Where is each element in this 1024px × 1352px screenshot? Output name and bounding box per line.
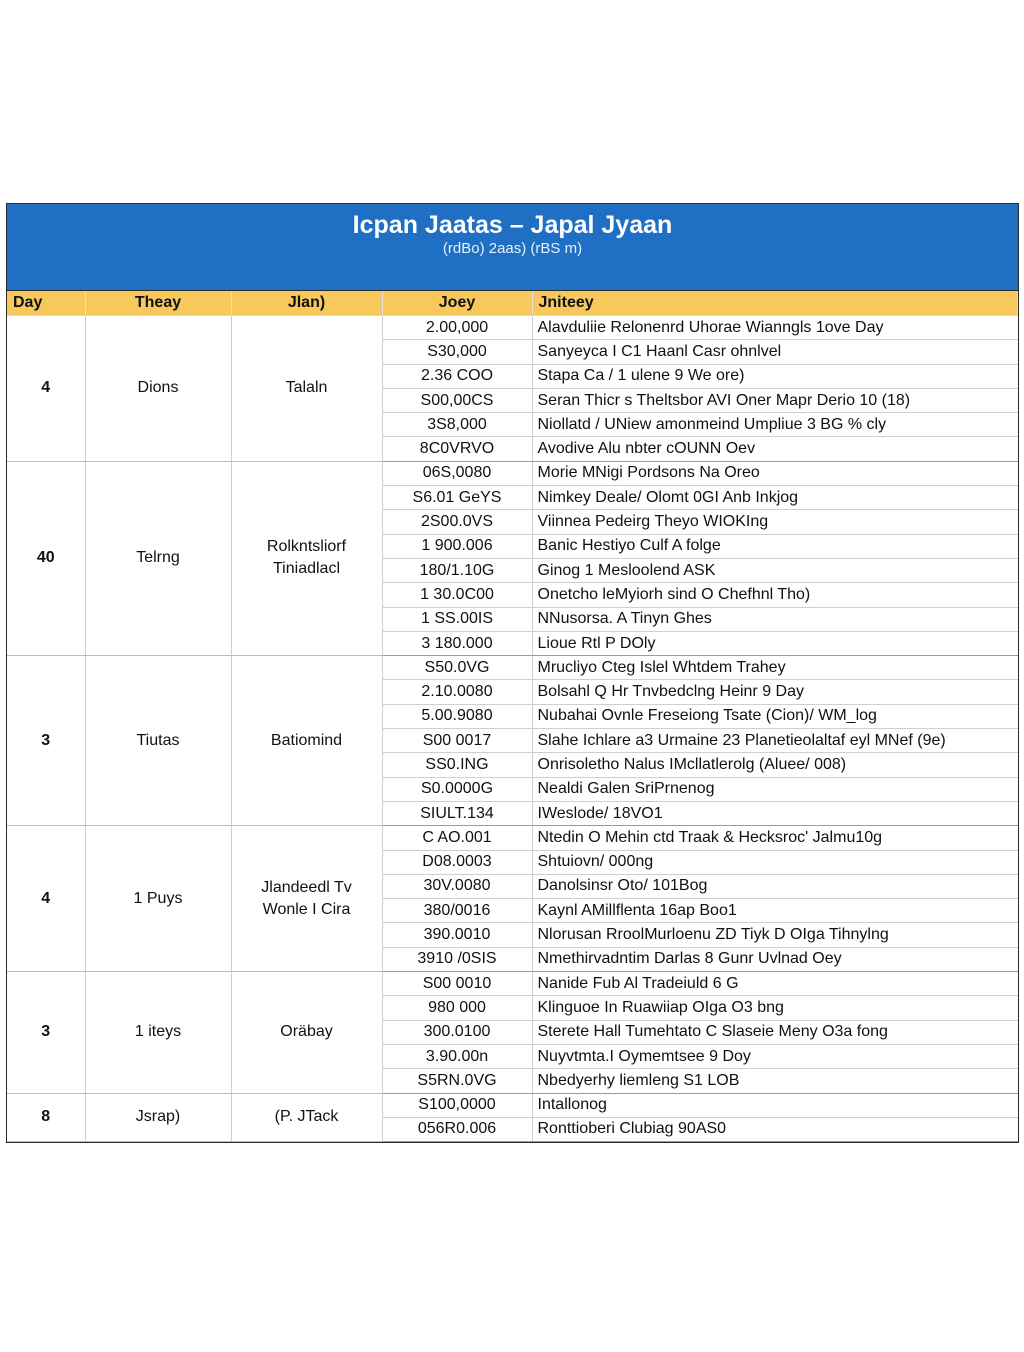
title-banner [7, 204, 1018, 291]
itinerary-cell: Ronttioberi Clubiag 90AS0 [532, 1117, 1018, 1141]
value-cell: 3 180.000 [382, 631, 532, 655]
column-header-japan: Jlan) [231, 291, 382, 316]
itinerary-cell: Nanide Fub Al Tradeiuld 6 G [532, 972, 1018, 996]
value-cell: 2.00,000 [382, 316, 532, 340]
itinerary-cell: Sanyeyca I C1 Haanl Casr ohnlvel [532, 340, 1018, 364]
itinerary-cell: Shtuiovn/ 000ng [532, 850, 1018, 874]
value-cell: 3.90.00n [382, 1044, 532, 1068]
itinerary-cell: Avodive Alu nbter cOUNN Oev [532, 437, 1018, 461]
value-cell: S30,000 [382, 340, 532, 364]
value-cell: C AO.001 [382, 826, 532, 850]
japan-cell [231, 656, 382, 826]
day-cell: 8 [7, 1093, 85, 1142]
japan-line: (P. JTack [274, 1108, 339, 1126]
itinerary-cell: Nuyvtmta.I Oymemtsee 9 Doy [532, 1044, 1018, 1068]
itinerary-cell: Kaynl AMillflenta 16ap Boo1 [532, 899, 1018, 923]
day-cell: 4 [7, 316, 85, 462]
table-row [7, 461, 1018, 485]
itinerary-cell: Nubahai Ovnle Freseiong Tsate (Cion)/ WM_log [532, 704, 1018, 728]
value-cell: S00,00CS [382, 388, 532, 412]
itinerary-cell: Niollatd / UNiew amonmeind Umpliue 3 BG % cly [532, 413, 1018, 437]
sheet-subtitle: (rdBo) 2aas) (rBS m) [442, 240, 583, 257]
itinerary-cell: Seran Thicr s Theltsbor AVI Oner Mapr Derio 10 (18) [532, 388, 1018, 412]
itinerary-table [7, 291, 1018, 1142]
itinerary-cell: Nbedyerhy liemleng S1 LOB [532, 1069, 1018, 1093]
value-cell: 056R0.006 [382, 1117, 532, 1141]
japan-line: Wonle I Cira [262, 900, 351, 918]
theme-cell: Jsrap) [85, 1093, 231, 1142]
day-cell: 3 [7, 656, 85, 826]
itinerary-cell: Bolsahl Q Hr Tnvbedclng Heinr 9 Day [532, 680, 1018, 704]
table-row [7, 1093, 1018, 1117]
value-cell: S00 0010 [382, 972, 532, 996]
value-cell: 980 000 [382, 996, 532, 1020]
itinerary-cell: Intallonog [532, 1093, 1018, 1117]
value-cell: 1 900.006 [382, 534, 532, 558]
japan-line: Talaln [285, 379, 328, 397]
japan-line: Batiomind [270, 731, 343, 749]
sheet-title: Icpan Jaatas – Japal Jyaan [352, 211, 673, 239]
value-cell: S5RN.0VG [382, 1069, 532, 1093]
value-cell: 300.0100 [382, 1020, 532, 1044]
japan-line: Jlandeedl Tv [261, 878, 352, 896]
value-cell: SIULT.134 [382, 801, 532, 825]
itinerary-cell: IWeslode/ 18VO1 [532, 801, 1018, 825]
japan-line: Rolkntsliorf [266, 538, 347, 556]
itinerary-cell: Ginog 1 Mesloolend ASK [532, 558, 1018, 582]
itinerary-cell: Nmethirvadntim Darlas 8 Gunr Uvlnad Oey [532, 947, 1018, 971]
japan-cell [231, 972, 382, 1093]
itinerary-cell: Onetcho leMyiorh sind O Chefhnl Tho) [532, 583, 1018, 607]
column-header-itinerary: Jniteey [532, 291, 1018, 316]
japan-cell [231, 1093, 382, 1142]
itinerary-cell: Banic Hestiyo Culf A folge [532, 534, 1018, 558]
itinerary-cell: Nealdi Galen SriPrnenog [532, 777, 1018, 801]
value-cell: 30V.0080 [382, 874, 532, 898]
value-cell: S100,0000 [382, 1093, 532, 1117]
value-cell: 3S8,000 [382, 413, 532, 437]
column-header-theme: Theay [85, 291, 231, 316]
itinerary-cell: Mrucliyo Cteg Islel Whtdem Trahey [532, 656, 1018, 680]
itinerary-cell: Morie MNigi Pordsons Na Oreo [532, 461, 1018, 485]
japan-line: Oräbay [280, 1023, 333, 1041]
day-cell: 3 [7, 972, 85, 1093]
itinerary-cell: Klinguoe In Ruawiiap OIga O3 bng [532, 996, 1018, 1020]
value-cell: 2S00.0VS [382, 510, 532, 534]
theme-cell: 1 iteys [85, 972, 231, 1093]
japan-cell [231, 461, 382, 655]
value-cell: S0.0000G [382, 777, 532, 801]
itinerary-cell: Nimkey Deale/ Olomt 0GI Anb Inkjog [532, 486, 1018, 510]
itinerary-cell: Nlorusan RroolMurloenu ZD Tiyk D OIga Tihnylng [532, 923, 1018, 947]
theme-cell: Tiutas [85, 656, 231, 826]
value-cell: 3910 /0SIS [382, 947, 532, 971]
value-cell: 380/0016 [382, 899, 532, 923]
itinerary-cell: Danolsinsr Oto/ 101Bog [532, 874, 1018, 898]
value-cell: 390.0010 [382, 923, 532, 947]
itinerary-cell: Viinnea Pedeirg Theyo WIOKIng [532, 510, 1018, 534]
theme-cell: Dions [85, 316, 231, 462]
table-row [7, 656, 1018, 680]
table-body [7, 316, 1018, 1142]
value-cell: 180/1.10G [382, 558, 532, 582]
theme-cell: Telrng [85, 461, 231, 655]
itinerary-cell: Slahe Ichlare a3 Urmaine 23 Planetieolaltaf eyl MNef (9e) [532, 729, 1018, 753]
table-row [7, 316, 1018, 340]
day-cell: 4 [7, 826, 85, 972]
itinerary-cell: Sterete Hall Tumehtato C Slaseie Meny O3a fong [532, 1020, 1018, 1044]
itinerary-cell: NNusorsa. A Tinyn Ghes [532, 607, 1018, 631]
value-cell: S50.0VG [382, 656, 532, 680]
itinerary-cell: Lioue Rtl P DOly [532, 631, 1018, 655]
value-cell: 8C0VRVO [382, 437, 532, 461]
value-cell: 06S,0080 [382, 461, 532, 485]
itinerary-sheet [6, 203, 1019, 1143]
value-cell: 1 SS.00IS [382, 607, 532, 631]
day-cell: 40 [7, 461, 85, 655]
japan-cell [231, 316, 382, 462]
itinerary-cell: Ntedin O Mehin ctd Traak & Hecksroc' Jalmu10g [532, 826, 1018, 850]
table-row [7, 972, 1018, 996]
column-header-day: Day [7, 291, 85, 316]
header-row [7, 291, 1018, 316]
itinerary-cell: Stapa Ca / 1 ulene 9 We ore) [532, 364, 1018, 388]
value-cell: D08.0003 [382, 850, 532, 874]
value-cell: 5.00.9080 [382, 704, 532, 728]
value-cell: 2.36 COO [382, 364, 532, 388]
value-cell: 2.10.0080 [382, 680, 532, 704]
theme-cell: 1 Puys [85, 826, 231, 972]
itinerary-cell: Onrisoletho Nalus IMcllatlerolg (Aluee/ 008) [532, 753, 1018, 777]
japan-cell [231, 826, 382, 972]
japan-line: Tiniadlacl [273, 560, 340, 578]
value-cell: 1 30.0C00 [382, 583, 532, 607]
column-header-value: Joey [382, 291, 532, 316]
itinerary-cell: Alavduliie Relonenrd Uhorae Wianngls 1ove Day [532, 316, 1018, 340]
table-row [7, 826, 1018, 850]
value-cell: S6.01 GeYS [382, 486, 532, 510]
value-cell: S00 0017 [382, 729, 532, 753]
value-cell: SS0.ING [382, 753, 532, 777]
